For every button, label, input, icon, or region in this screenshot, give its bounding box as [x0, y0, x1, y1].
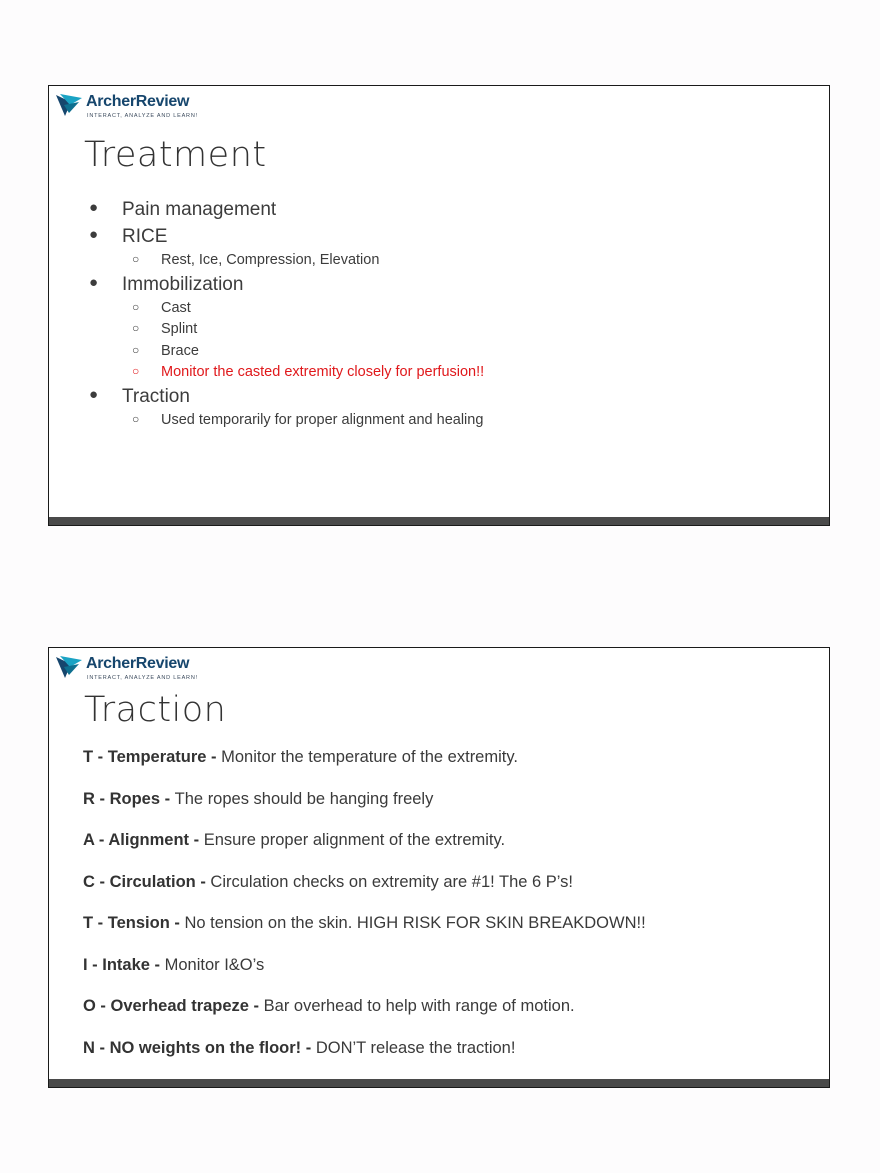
slide-title: Treatment	[84, 135, 267, 175]
traction-term: T - Temperature -	[83, 748, 222, 766]
sub-item	[132, 412, 484, 428]
slide-footer-bar	[49, 517, 829, 525]
list-item	[89, 386, 190, 408]
slide-title: Traction	[84, 690, 227, 730]
traction-item	[83, 956, 264, 975]
archer-arrow-icon	[55, 93, 83, 117]
traction-term: O - Overhead trapeze -	[83, 997, 264, 1015]
circle-bullet-icon: ○	[132, 321, 140, 335]
bullet-icon: ●	[89, 386, 99, 403]
traction-item	[83, 1039, 515, 1058]
traction-desc: Circulation checks on extremity are #1! The 6 P’s!	[210, 873, 573, 891]
traction-term: R - Ropes -	[83, 790, 175, 808]
item-label: Immobilization	[122, 274, 244, 295]
list-item	[89, 199, 277, 221]
traction-desc: Ensure proper alignment of the extremity.	[203, 831, 506, 849]
traction-item	[83, 748, 518, 767]
traction-term: C - Circulation -	[83, 873, 211, 891]
traction-desc: No tension on the skin. HIGH RISK FOR SKIN BREAKDOWN!!	[184, 914, 646, 932]
sub-item-label: Brace	[161, 343, 199, 359]
item-label: Pain management	[122, 199, 277, 220]
brand-name: ArcherReview	[86, 655, 190, 672]
traction-term: T - Tension -	[83, 914, 185, 932]
traction-term: N - NO weights on the floor! -	[83, 1039, 316, 1057]
traction-desc: The ropes should be hanging freely	[174, 790, 434, 808]
item-label: Traction	[122, 386, 190, 407]
circle-bullet-icon: ○	[132, 343, 140, 357]
traction-term: I - Intake -	[83, 956, 165, 974]
archer-arrow-icon	[55, 655, 83, 679]
sub-item	[132, 321, 198, 337]
item-label: RICE	[122, 226, 168, 247]
sub-item	[132, 300, 191, 316]
traction-item	[83, 831, 505, 850]
sub-item-label: Splint	[161, 321, 198, 337]
warning-text: Monitor the casted extremity closely for perfusion!!	[161, 364, 485, 380]
circle-bullet-icon: ○	[132, 300, 140, 314]
traction-desc: Monitor the temperature of the extremity.	[221, 748, 518, 766]
slide-footer-bar	[49, 1079, 829, 1087]
bullet-icon: ●	[89, 226, 99, 243]
traction-item	[83, 914, 646, 933]
circle-bullet-icon: ○	[132, 412, 140, 426]
sub-item	[132, 252, 380, 268]
traction-desc: DON’T release the traction!	[315, 1039, 516, 1057]
sub-item-label: Cast	[161, 300, 191, 316]
brand-tagline: INTERACT, ANALYZE AND LEARN!	[87, 113, 198, 119]
traction-desc: Monitor I&O’s	[164, 956, 265, 974]
traction-desc: Bar overhead to help with range of motion.	[263, 997, 575, 1015]
bullet-icon: ●	[89, 274, 99, 291]
circle-bullet-icon: ○	[132, 364, 140, 378]
sub-item-label: Rest, Ice, Compression, Elevation	[161, 252, 380, 268]
traction-item	[83, 790, 433, 809]
slide-treatment	[48, 85, 830, 526]
brand-name: ArcherReview	[86, 93, 190, 110]
warning-sub-item	[132, 364, 485, 380]
list-item	[89, 226, 168, 248]
traction-item	[83, 997, 575, 1016]
traction-item	[83, 873, 573, 892]
traction-term: A - Alignment -	[83, 831, 204, 849]
slide-traction	[48, 647, 830, 1088]
archer-review-logo	[55, 654, 215, 682]
bullet-icon: ●	[89, 199, 99, 216]
sub-item	[132, 343, 199, 359]
archer-review-logo	[55, 92, 215, 120]
circle-bullet-icon: ○	[132, 252, 140, 266]
brand-tagline: INTERACT, ANALYZE AND LEARN!	[87, 675, 198, 681]
sub-item-label: Used temporarily for proper alignment and healing	[161, 412, 484, 428]
list-item	[89, 274, 244, 296]
